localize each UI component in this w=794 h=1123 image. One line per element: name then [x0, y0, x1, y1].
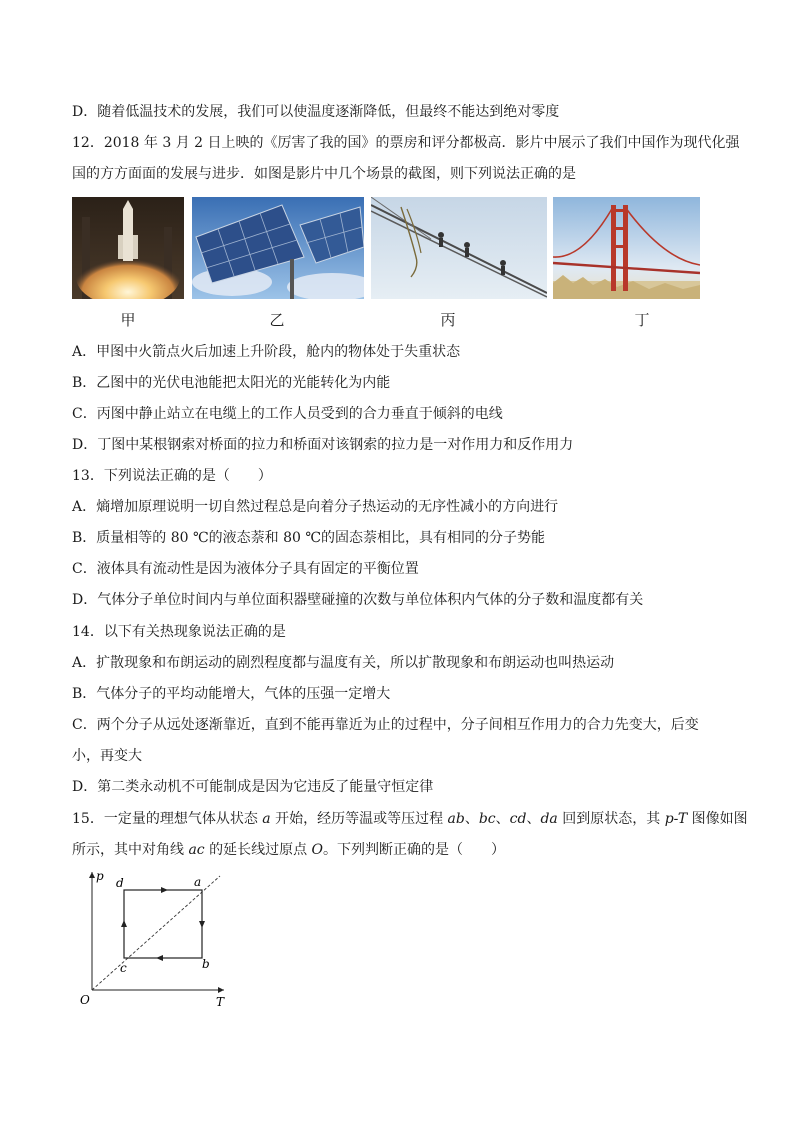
q12-option-c: C．丙图中静止站立在电缆上的工作人员受到的合力垂直于倾斜的电线 — [72, 406, 503, 422]
diagonal-ac-dashed — [92, 876, 220, 990]
q12-option-d: D．丁图中某根钢索对桥面的拉力和桥面对该钢索的拉力是一对作用力和反作用力 — [72, 437, 574, 453]
q14-option-c-line1: C．两个分子从远处逐渐靠近，直到不能再靠近为止的过程中，分子间相互作用力的合力先变大，后变 — [72, 717, 699, 733]
q13-option-d: D．气体分子单位时间内与单位面积器壁碰撞的次数与单位体积内气体的分子数和温度都有关 — [72, 592, 644, 608]
label-p: p — [96, 869, 104, 883]
label-b: b — [202, 957, 210, 971]
arrow-cd-icon — [121, 920, 127, 927]
q14-option-c-line2: 小，再变大 — [72, 748, 142, 764]
pt-graph — [78, 866, 238, 1012]
cable-workers-image — [371, 197, 547, 299]
label-origin: O — [80, 993, 90, 1007]
cycle-rectangle — [124, 890, 202, 958]
q11-option-d: D．随着低温技术的发展，我们可以使温度逐渐降低，但最终不能达到绝对零度 — [72, 104, 560, 120]
caption-bing: 丙 — [440, 311, 456, 329]
solar-panels-image — [192, 197, 364, 299]
arrow-ab-icon — [199, 921, 205, 928]
rocket-launch-image — [72, 197, 184, 299]
label-t: T — [216, 995, 225, 1009]
t-axis-arrow-icon — [218, 987, 224, 993]
q12-stem-line1: 12．2018 年 3 月 2 日上映的《厉害了我的国》的票房和评分都极高．影片中展示了我们中国作为现代化强 — [72, 135, 740, 151]
caption-jia: 甲 — [120, 311, 136, 329]
q13-option-c: C．液体具有流动性是因为液体分子具有固定的平衡位置 — [72, 561, 419, 577]
arrow-bc-icon — [156, 955, 163, 961]
q12-option-a: A．甲图中火箭点火后加速上升阶段，舱内的物体处于失重状态 — [72, 344, 461, 360]
label-a: a — [194, 875, 202, 889]
q13-option-a: A．熵增加原理说明一切自然过程总是向着分子热运动的无序性减小的方向进行 — [72, 499, 559, 515]
q15-stem-line1: 15．一定量的理想气体从状态 a 开始，经历等温或等压过程 ab、bc、cd、da 回到原状态，其 p-T 图像如图 — [72, 811, 748, 827]
q14-option-d: D．第二类永动机不可能制成是因为它违反了能量守恒定律 — [72, 779, 434, 795]
q13-option-b: B．质量相等的 80 ℃的液态萘和 80 ℃的固态萘相比，具有相同的分子势能 — [72, 530, 546, 546]
caption-ding: 丁 — [634, 311, 650, 329]
p-axis-arrow-icon — [89, 872, 95, 878]
q15-stem-line2: 所示，其中对角线 ac 的延长线过原点 O。下列判断正确的是（ ） — [72, 842, 506, 858]
suspension-bridge-image — [553, 197, 700, 299]
q12-stem-line2: 国的方方面面的发展与进步．如图是影片中几个场景的截图，则下列说法正确的是 — [72, 166, 576, 182]
caption-yi: 乙 — [269, 311, 285, 329]
label-c: c — [120, 961, 127, 975]
q12-option-b: B．乙图中的光伏电池能把太阳光的光能转化为内能 — [72, 375, 391, 391]
q14-option-b: B．气体分子的平均动能增大，气体的压强一定增大 — [72, 686, 391, 702]
q13-stem: 13．下列说法正确的是（ ） — [72, 468, 272, 484]
arrow-da-icon — [161, 887, 168, 893]
q14-stem: 14．以下有关热现象说法正确的是 — [72, 624, 286, 640]
q14-option-a: A．扩散现象和布朗运动的剧烈程度都与温度有关，所以扩散现象和布朗运动也叫热运动 — [72, 655, 615, 671]
label-d: d — [116, 876, 124, 890]
